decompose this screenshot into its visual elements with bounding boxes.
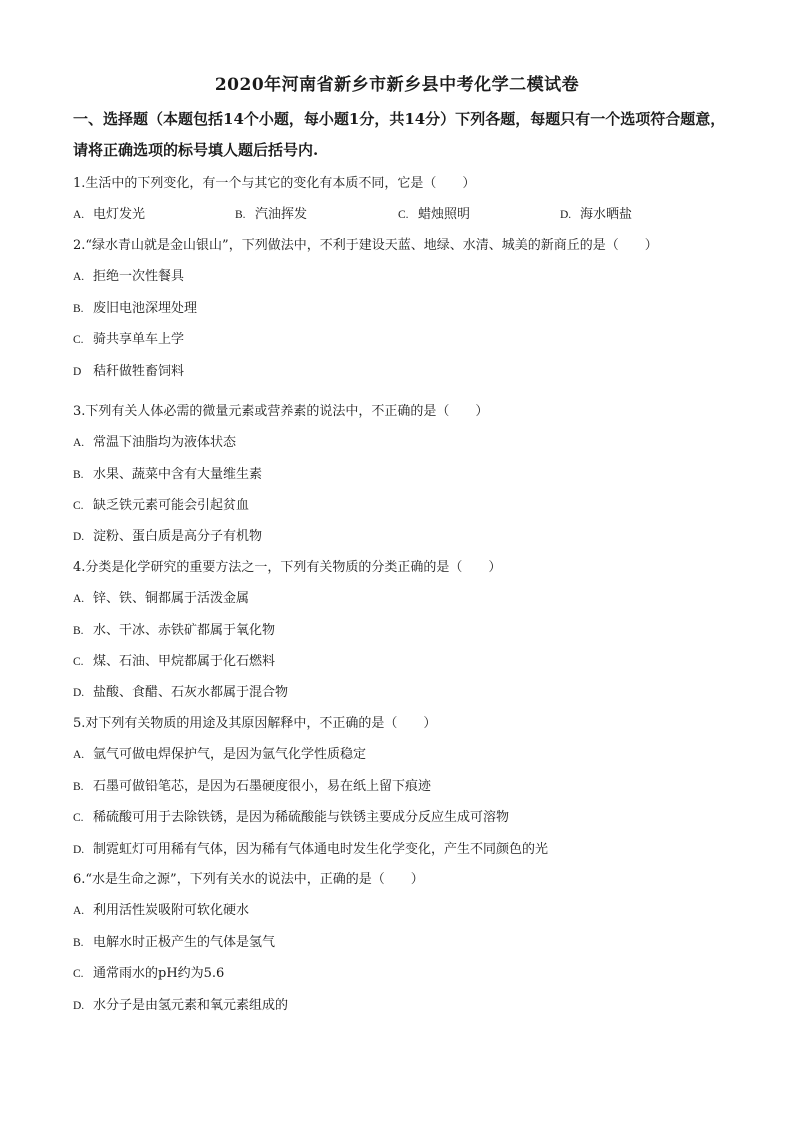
option-text: 拒绝一次性餐具	[93, 269, 185, 284]
question-1-option-b	[235, 203, 307, 222]
option-text: 制霓虹灯可用稀有气体，因为稀有气体通电时发生化学变化，产生不同颜色的光	[93, 842, 549, 857]
question-4-option-a	[73, 587, 249, 606]
question-6-option-d	[73, 994, 288, 1013]
option-text: 煤、石油、甲烷都属于化石燃料	[93, 654, 276, 669]
option-label: C.	[73, 656, 84, 668]
question-5-option-d	[73, 838, 548, 857]
option-text: 海水晒盐	[580, 207, 633, 222]
option-label: B.	[73, 625, 84, 637]
question-3-option-a	[73, 431, 236, 450]
question-6-stem: 6.“水是生命之源”，下列有关水的说法中，正确的是（ ）	[73, 872, 424, 887]
option-text: 常温下油脂均为液体状态	[93, 435, 237, 450]
option-text: 蜡烛照明	[418, 207, 471, 222]
question-2-stem: 2.“绿水青山就是金山银山”，下列做法中，不利于建设天蓝、地绿、水清、城美的新商丘的是（ ）	[73, 238, 658, 253]
question-4-option-d	[73, 681, 288, 700]
option-label: B.	[73, 937, 84, 949]
option-text: 废旧电池深埋处理	[93, 301, 198, 316]
question-5-option-a	[73, 743, 366, 762]
option-text: 盐酸、食醋、石灰水都属于混合物	[93, 685, 289, 700]
option-label: A.	[73, 905, 85, 917]
option-label: B.	[73, 303, 84, 315]
question-1-option-d	[560, 203, 632, 222]
question-1-option-a	[73, 203, 145, 222]
question-4-option-c	[73, 650, 275, 669]
option-text: 电灯发光	[93, 207, 146, 222]
question-1-stem: 1.生活中的下列变化，有一个与其它的变化有本质不同，它是（ ）	[73, 176, 476, 191]
option-text: 水果、蔬菜中含有大量维生素	[93, 467, 263, 482]
option-text: 利用活性炭吸附可软化硬水	[93, 903, 250, 918]
option-text: 淀粉、蛋白质是高分子有机物	[93, 529, 263, 544]
section-heading: 一、选择题（本题包括14个小题，每小题1分，共14分）下列各题，每题只有一个选项符合题意，请将正确选项的标号填人题后括号内.	[73, 110, 726, 159]
option-label: A.	[73, 593, 85, 605]
option-text: 水分子是由氢元素和氧元素组成的	[93, 998, 289, 1013]
option-label: C.	[398, 209, 409, 221]
option-label: A.	[73, 271, 85, 283]
option-label: C.	[73, 968, 84, 980]
option-label: C.	[73, 334, 84, 346]
option-label: B.	[235, 209, 246, 221]
question-4-stem: 4.分类是化学研究的重要方法之一，下列有关物质的分类正确的是（ ）	[73, 560, 502, 575]
option-label: B.	[73, 469, 84, 481]
option-text: 水、干冰、赤铁矿都属于氧化物	[93, 623, 276, 638]
option-text: 骑共享单车上学	[93, 332, 185, 347]
question-3-option-d	[73, 525, 262, 544]
option-text: 秸秆做牲畜饲料	[93, 364, 185, 379]
page-title: 2020年河南省新乡市新乡县中考化学二模试卷	[214, 75, 580, 95]
option-text: 稀硫酸可用于去除铁锈，是因为稀硫酸能与铁锈主要成分反应生成可溶物	[93, 810, 510, 825]
option-text: 汽油挥发	[255, 207, 308, 222]
option-label: B.	[73, 781, 84, 793]
option-label: C.	[73, 500, 84, 512]
option-label: A.	[73, 749, 85, 761]
question-6-option-b	[73, 931, 275, 950]
question-2-option-c	[73, 328, 184, 347]
option-label: D.	[73, 1000, 85, 1012]
question-1-option-c	[398, 203, 470, 222]
question-2-option-d	[73, 360, 184, 379]
question-3-stem: 3.下列有关人体必需的微量元素或营养素的说法中，不正确的是（ ）	[73, 404, 489, 419]
option-text: 锌、铁、铜都属于活泼金属	[93, 591, 250, 606]
option-label: D.	[73, 844, 85, 856]
question-2-option-b	[73, 297, 197, 316]
question-2-option-a	[73, 265, 184, 284]
option-label: C.	[73, 812, 84, 824]
question-3-option-c	[73, 494, 249, 513]
option-label: A.	[73, 209, 85, 221]
question-3-option-b	[73, 463, 262, 482]
option-text: 通常雨水的pH约为5.6	[93, 966, 225, 981]
question-5-option-c	[73, 806, 509, 825]
option-label: D.	[73, 687, 85, 699]
option-label: A.	[73, 437, 85, 449]
question-4-option-b	[73, 619, 275, 638]
option-label: D	[73, 366, 82, 378]
option-text: 缺乏铁元素可能会引起贫血	[93, 498, 250, 513]
option-text: 氩气可做电焊保护气，是因为氩气化学性质稳定	[93, 747, 367, 762]
option-label: D.	[73, 531, 85, 543]
question-6-option-a	[73, 899, 249, 918]
question-6-option-c	[73, 962, 224, 981]
question-5-stem: 5.对下列有关物质的用途及其原因解释中，不正确的是（ ）	[73, 716, 437, 731]
option-text: 电解水时正极产生的气体是氢气	[93, 935, 276, 950]
question-5-option-b	[73, 775, 431, 794]
option-label: D.	[560, 209, 572, 221]
option-text: 石墨可做铅笔芯，是因为石墨硬度很小，易在纸上留下痕迹	[93, 779, 432, 794]
